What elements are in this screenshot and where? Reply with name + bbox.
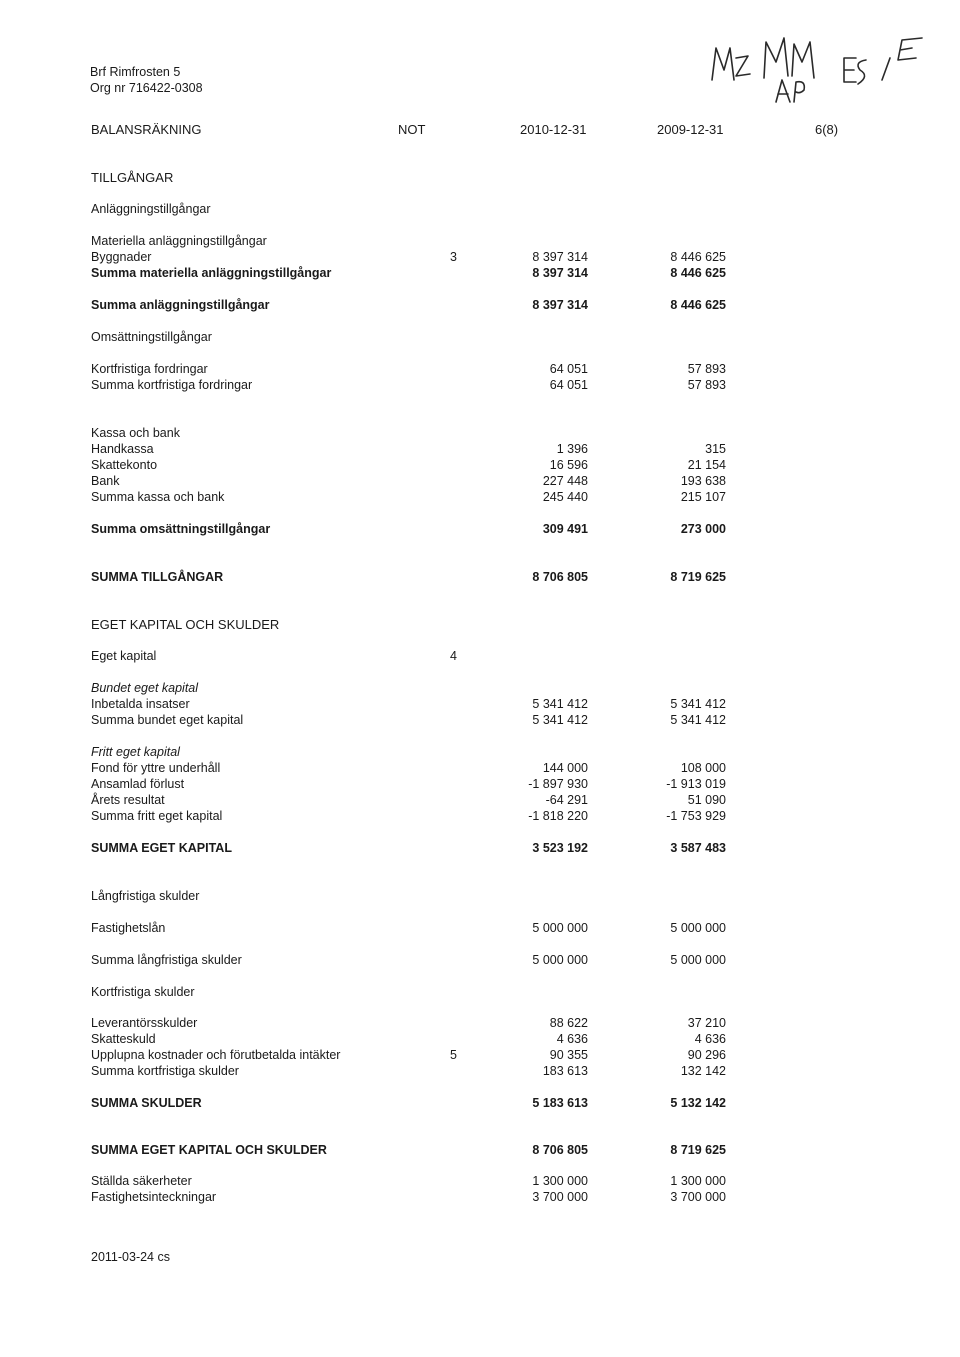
value-2009: 5 000 000 [670, 953, 726, 967]
value-2009: -1 753 929 [666, 809, 726, 823]
note-column-header: NOT [398, 122, 426, 137]
row-label: Summa bundet eget kapital [91, 713, 244, 727]
row-label: Kortfristiga fordringar [91, 362, 208, 376]
value-2010: 5 341 412 [532, 697, 588, 711]
grand-total-row [0, 1143, 960, 1159]
group-heading [0, 426, 960, 442]
org-number: Org nr 716422-0308 [90, 81, 203, 95]
value-2009: 1 300 000 [670, 1174, 726, 1188]
row-label: Bank [91, 474, 120, 488]
table-row [0, 809, 960, 825]
table-row [0, 777, 960, 793]
row-label: Fastighetslån [91, 921, 166, 935]
value-2010: 3 523 192 [532, 841, 588, 855]
row-label: Summa omsättningstillgångar [91, 522, 271, 536]
group-heading [0, 681, 960, 697]
row-label: Upplupna kostnader och förutbetalda intäkter [91, 1048, 341, 1062]
value-2009: 90 296 [687, 1048, 726, 1062]
value-2010: 183 613 [542, 1064, 588, 1078]
row-note: 5 [450, 1048, 457, 1062]
table-row [0, 458, 960, 474]
value-2009: 108 000 [680, 761, 726, 775]
value-2009: -1 913 019 [666, 777, 726, 791]
statement-title: BALANSRÄKNING [91, 122, 202, 137]
row-label: Skatteskuld [91, 1032, 156, 1046]
value-2009: 315 [705, 442, 726, 456]
row-label: SUMMA SKULDER [91, 1096, 202, 1110]
subtotal-row [0, 298, 960, 314]
table-row [0, 1048, 960, 1064]
value-2010: 8 397 314 [532, 250, 588, 264]
row-label: Årets resultat [91, 793, 165, 807]
row-label: Ansamlad förlust [91, 777, 185, 791]
value-2009: 21 154 [687, 458, 726, 472]
table-row [0, 442, 960, 458]
row-label: EGET KAPITAL OCH SKULDER [91, 617, 280, 632]
value-2009: 57 893 [687, 378, 726, 392]
row-label: Materiella anläggningstillgångar [91, 234, 267, 248]
table-row [0, 362, 960, 378]
value-2009: 3 587 483 [670, 841, 726, 855]
value-2010: 5 000 000 [532, 921, 588, 935]
row-label: TILLGÅNGAR [91, 170, 174, 185]
org-name: Brf Rimfrosten 5 [90, 65, 181, 79]
current-year-header: 2010-12-31 [520, 122, 587, 137]
table-row [0, 953, 960, 969]
table-row [0, 1032, 960, 1048]
group-heading [0, 234, 960, 250]
section-heading [0, 617, 960, 633]
row-label: Skattekonto [91, 458, 158, 472]
value-2010: 144 000 [542, 761, 588, 775]
table-row [0, 474, 960, 490]
row-label: Omsättningstillgångar [91, 330, 212, 344]
value-2009: 8 719 625 [670, 570, 726, 584]
row-label: Fond för yttre underhåll [91, 761, 221, 775]
value-2010: 64 051 [549, 378, 588, 392]
table-row [0, 761, 960, 777]
value-2010: 8 397 314 [532, 298, 588, 312]
value-2010: 8 706 805 [532, 1143, 588, 1157]
subsection-heading [0, 889, 960, 905]
row-label: SUMMA EGET KAPITAL [91, 841, 232, 855]
value-2010: 8 706 805 [532, 570, 588, 584]
value-2009: 4 636 [694, 1032, 726, 1046]
subtotal-row [0, 522, 960, 538]
value-2009: 3 700 000 [670, 1190, 726, 1204]
previous-year-header: 2009-12-31 [657, 122, 724, 137]
value-2010: 88 622 [549, 1016, 588, 1030]
subsection-heading [0, 330, 960, 346]
row-label: Leverantörsskulder [91, 1016, 198, 1030]
row-label: Summa långfristiga skulder [91, 953, 242, 967]
value-2009: 51 090 [687, 793, 726, 807]
value-2010: 5 341 412 [532, 713, 588, 727]
row-label: Summa fritt eget kapital [91, 809, 223, 823]
table-row [0, 1190, 960, 1206]
row-label: Kassa och bank [91, 426, 180, 440]
value-2010: 64 051 [549, 362, 588, 376]
value-2010: 309 491 [542, 522, 588, 536]
table-row [0, 490, 960, 506]
row-label: Anläggningstillgångar [91, 202, 211, 216]
value-2009: 37 210 [687, 1016, 726, 1030]
table-row [0, 921, 960, 937]
row-label: Handkassa [91, 442, 154, 456]
value-2010: -1 897 930 [528, 777, 588, 791]
value-2009: 215 107 [680, 490, 726, 504]
value-2010: 227 448 [542, 474, 588, 488]
value-2010: 1 300 000 [532, 1174, 588, 1188]
row-label: Byggnader [91, 250, 152, 264]
value-2009: 57 893 [687, 362, 726, 376]
value-2009: 8 446 625 [670, 250, 726, 264]
value-2010: 1 396 [556, 442, 588, 456]
value-2010: -64 291 [545, 793, 588, 807]
row-label: Summa kortfristiga fordringar [91, 378, 253, 392]
subtotal-row [0, 266, 960, 282]
group-heading [0, 745, 960, 761]
row-label: Bundet eget kapital [91, 681, 199, 695]
table-row [0, 1016, 960, 1032]
value-2010: 5 000 000 [532, 953, 588, 967]
table-row [0, 1174, 960, 1190]
row-label: SUMMA TILLGÅNGAR [91, 570, 224, 584]
page-number: 6(8) [815, 122, 839, 137]
row-label: Fastighetsinteckningar [91, 1190, 217, 1204]
value-2010: 245 440 [542, 490, 588, 504]
row-label: Kortfristiga skulder [91, 985, 195, 999]
subsection-heading [0, 985, 960, 1001]
row-label: Ställda säkerheter [91, 1174, 192, 1188]
value-2009: 132 142 [680, 1064, 726, 1078]
value-2009: 273 000 [680, 522, 726, 536]
value-2010: 3 700 000 [532, 1190, 588, 1204]
value-2009: 8 446 625 [670, 298, 726, 312]
row-label: SUMMA EGET KAPITAL OCH SKULDER [91, 1143, 327, 1157]
value-2009: 193 638 [680, 474, 726, 488]
subsection-heading [0, 649, 960, 665]
row-label: Summa kortfristiga skulder [91, 1064, 239, 1078]
subsection-heading [0, 202, 960, 218]
value-2009: 5 132 142 [670, 1096, 726, 1110]
document-date-footer: 2011-03-24 cs [91, 1250, 170, 1264]
row-label: Inbetalda insatser [91, 697, 190, 711]
table-row [0, 793, 960, 809]
value-2010: 16 596 [549, 458, 588, 472]
value-2010: -1 818 220 [528, 809, 588, 823]
total-row [0, 1096, 960, 1112]
total-row [0, 570, 960, 586]
table-row [0, 697, 960, 713]
value-2010: 90 355 [549, 1048, 588, 1062]
value-2009: 5 341 412 [670, 697, 726, 711]
value-2009: 5 000 000 [670, 921, 726, 935]
value-2010: 8 397 314 [532, 266, 588, 280]
table-row [0, 1064, 960, 1080]
table-row [0, 713, 960, 729]
section-heading [0, 170, 960, 186]
table-row [0, 250, 960, 266]
value-2009: 8 719 625 [670, 1143, 726, 1157]
handwritten-signatures [690, 18, 940, 108]
value-2009: 5 341 412 [670, 713, 726, 727]
value-2010: 5 183 613 [532, 1096, 588, 1110]
table-row [0, 378, 960, 394]
row-label: Långfristiga skulder [91, 889, 200, 903]
row-label: Summa anläggningstillgångar [91, 298, 270, 312]
row-label: Fritt eget kapital [91, 745, 180, 759]
row-label: Summa kassa och bank [91, 490, 225, 504]
row-note: 3 [450, 250, 457, 264]
value-2009: 8 446 625 [670, 266, 726, 280]
total-row [0, 841, 960, 857]
value-2010: 4 636 [556, 1032, 588, 1046]
row-label: Summa materiella anläggningstillgångar [91, 266, 332, 280]
row-label: Eget kapital [91, 649, 157, 663]
row-note: 4 [450, 649, 457, 663]
